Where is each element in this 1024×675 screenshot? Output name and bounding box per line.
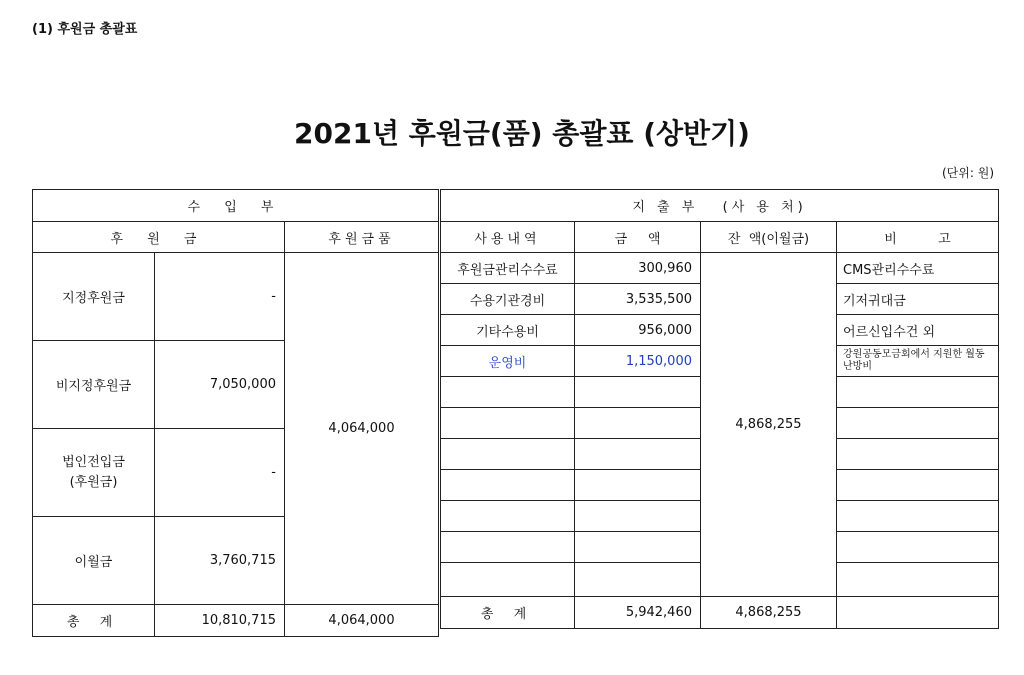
income-goods-value: 4,064,000 [285,253,439,605]
expense-col-usage: 사용내역 [441,222,575,253]
expense-usage: 운영비 [441,346,575,377]
expense-total-note [837,597,999,629]
income-total-label: 총 계 [33,605,155,637]
expense-table [440,189,999,629]
expense-total-amount: 5,942,460 [575,597,701,629]
expense-total-label: 총 계 [441,597,575,629]
expense-col-amount: 금 액 [575,222,701,253]
expense-amount: 3,535,500 [575,284,701,315]
expense-note: 기저귀대금 [837,284,999,315]
total-row [441,597,999,629]
income-row-label: 법인전입금 (후원금) [33,429,155,517]
expense-balance-value: 4,868,255 [701,253,837,597]
section-heading: (1) 후원금 총괄표 [32,22,138,37]
expense-col-note: 비 고 [837,222,999,253]
expense-note: 어르신입수건 외 [837,315,999,346]
income-row-label: 이월금 [33,517,155,605]
expense-amount: 956,000 [575,315,701,346]
income-row-value: - [155,253,285,341]
expense-header: 지 출 부 (사 용 처) [441,190,999,222]
unit-label: (단위: 원) [942,166,994,180]
income-row-value: - [155,429,285,517]
income-row-label: 지정후원금 [33,253,155,341]
document-title: 2021년 후원금(품) 총괄표 (상반기) [294,117,750,150]
table-row [33,253,439,341]
income-col-donation: 후 원 금 [33,222,285,253]
income-row-label: 비지정후원금 [33,341,155,429]
income-total-donation: 10,810,715 [155,605,285,637]
expense-usage: 기타수용비 [441,315,575,346]
income-table [32,189,439,637]
total-row [33,605,439,637]
income-row-value: 3,760,715 [155,517,285,605]
expense-note: CMS관리수수료 [837,253,999,284]
expense-usage: 수용기관경비 [441,284,575,315]
expense-amount: 1,150,000 [575,346,701,377]
expense-col-balance: 잔 액(이월금) [701,222,837,253]
expense-total-balance: 4,868,255 [701,597,837,629]
income-col-goods: 후원금품 [285,222,439,253]
income-row-value: 7,050,000 [155,341,285,429]
expense-usage: 후원금관리수수료 [441,253,575,284]
expense-note: 강원공동모금회에서 지원한 월동난방비 [837,346,999,377]
table-row [441,253,999,284]
expense-amount: 300,960 [575,253,701,284]
income-total-goods: 4,064,000 [285,605,439,637]
income-header: 수 입 부 [33,190,439,222]
